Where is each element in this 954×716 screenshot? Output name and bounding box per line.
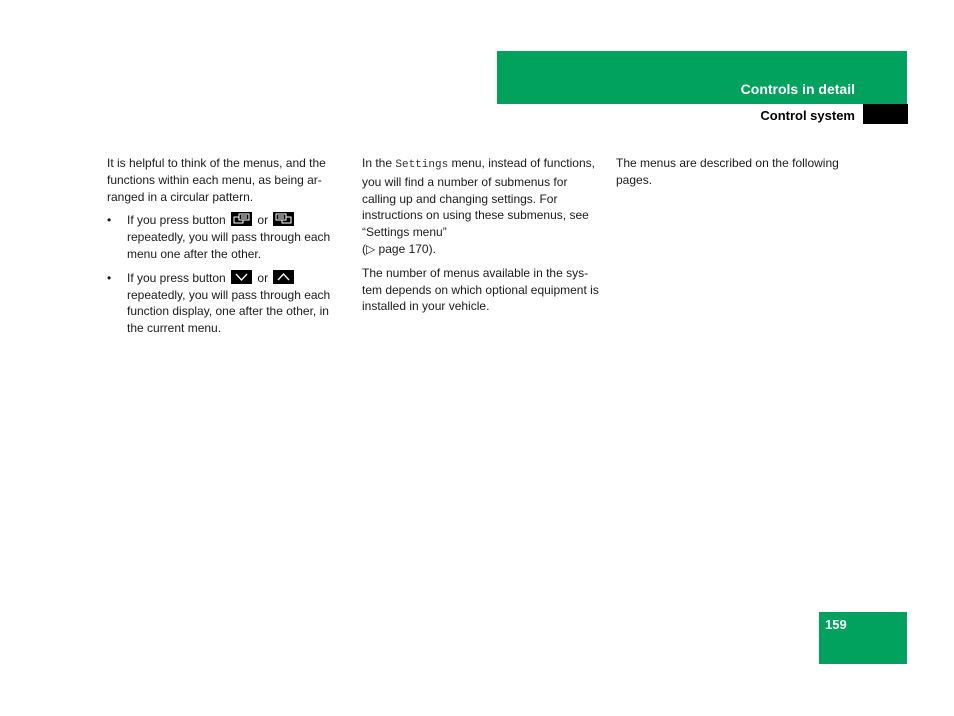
- menu-next-button-icon: [231, 212, 252, 226]
- menus-described-paragraph: The menus are described on the following pages.: [616, 156, 839, 187]
- page-number-tab: [819, 612, 907, 664]
- settings-para-before: In the: [362, 156, 393, 170]
- subsection-marker: [863, 104, 908, 124]
- bullet-item-functions: [107, 270, 345, 337]
- bullet-connector: or: [257, 213, 269, 228]
- text-column-3: [616, 155, 854, 196]
- arrow-down-button-icon: [231, 270, 252, 284]
- subsection-title: Control system: [760, 108, 855, 123]
- bullet-dot: •: [107, 270, 112, 285]
- page-number: 159: [825, 617, 847, 632]
- bullet-dot: •: [107, 213, 112, 228]
- bullet-connector: or: [257, 270, 269, 285]
- bullet-suffix: repeatedly, you will pass through each menu one after the other.: [127, 230, 331, 261]
- arrow-up-button-icon: [273, 270, 294, 284]
- page-reference: (▷ page 170).: [362, 241, 436, 256]
- text-column-1: [107, 155, 345, 344]
- bullet-suffix: repeatedly, you will pass through each function display, one after the other, in the current menu.: [127, 287, 331, 336]
- intro-paragraph: It is helpful to think of the menus, and the functions within each menu, as being ar-ranged in a circular pattern.: [107, 156, 326, 204]
- section-title: Controls in detail: [740, 81, 855, 97]
- settings-paragraph: [362, 155, 600, 258]
- bullet-prefix: If you press button: [127, 213, 226, 228]
- text-column-2: [362, 155, 600, 322]
- bullet-item-menus: [107, 212, 345, 262]
- menu-prev-button-icon: [273, 212, 294, 226]
- settings-menu-code: Settings: [395, 159, 449, 171]
- bullet-prefix: If you press button: [127, 270, 226, 285]
- settings-para-after: menu, instead of functions, you will find a number of submenus for calling up and changing settings. For instructions on using these submenus, see “Settings menu”: [362, 156, 595, 240]
- menus-count-paragraph: The number of menus available in the sys-tem depends on which optional equipment is installed in your vehicle.: [362, 265, 599, 314]
- section-banner: [497, 51, 907, 104]
